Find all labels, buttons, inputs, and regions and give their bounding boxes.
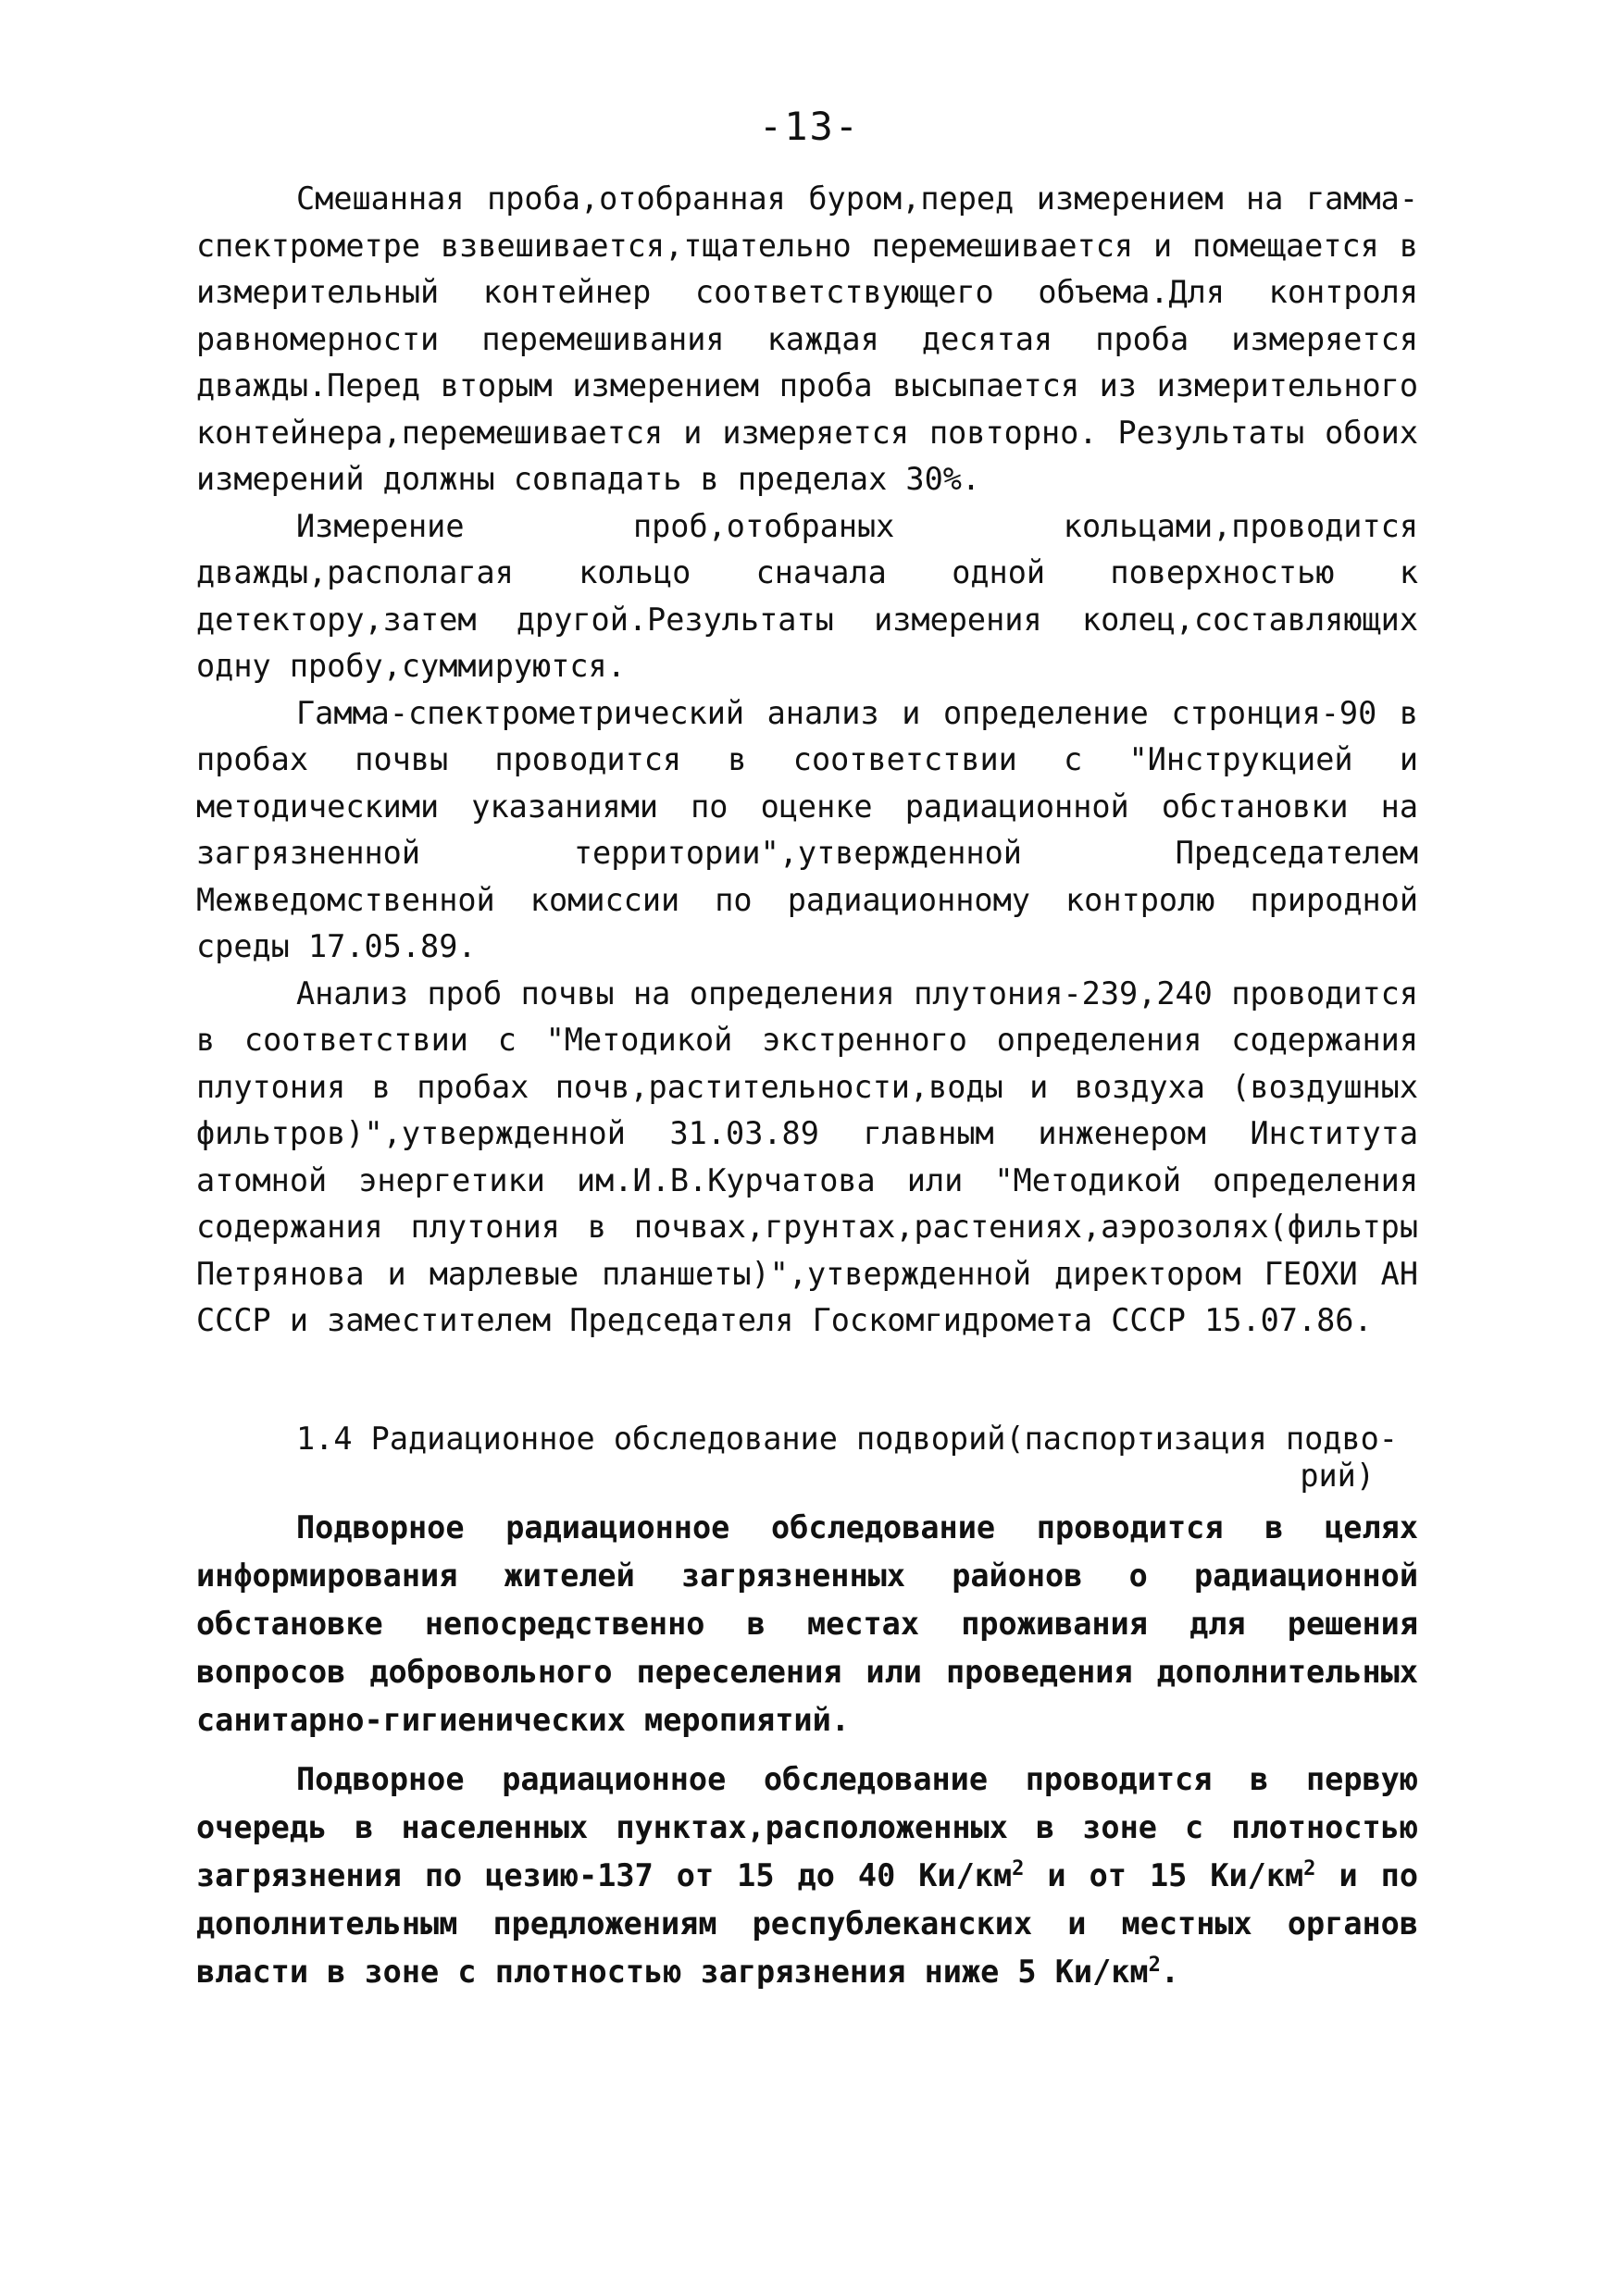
paragraph-gamma-analysis: Гамма-спектрометрический анализ и определение стронция-90 в пробах почвы проводится в соответствии с "Инструкцией и методическими указаниями по оценке радиационной обстановки на загрязненной территории",утвержденной Председателем Межведомственной комиссии по радиационному контролю природной среды 17.05.89. <box>196 694 1418 964</box>
survey-scope-end: . <box>1160 1954 1180 1990</box>
superscript-2: 2 <box>1012 1856 1025 1880</box>
section-body <box>196 1504 1418 2007</box>
survey-scope-text-2: и от 15 Ки/км <box>1024 1857 1304 1893</box>
section-heading-title: 1.4 Радиационное обследование подворий(паспортизация подво- <box>296 1421 1398 1457</box>
superscript-2: 2 <box>1148 1953 1161 1977</box>
paragraph-survey-scope <box>196 1756 1418 1996</box>
paragraph-survey-purpose: Подворное радиационное обследование проводится в целях информирования жителей загрязненных районов о радиационной обстановке непосредственно в местах проживания для решения вопросов добровольного переселения или проведения дополнительных санитарно-гигиенических меропиятий. <box>196 1509 1418 1738</box>
survey-scope-text-1: Подворное радиационное обследование проводится в первую очередь в населенных пунктах,расположенных в зоне с плотностью загрязнения по цезию-137 от 15 до 40 Ки/км <box>196 1761 1418 1893</box>
paragraph-sample-mixing: Смешанная проба,отобранная буром,перед измерением на гамма-спектрометре взвешивается,тщательно перемешивается и помещается в измерительный контейнер соответствующего объема.Для контроля равномерности перемешивания каждая десятая проба измеряется дважды.Перед вторым измерением проба высыпается из измерительного контейнера,перемешивается и измеряется повторно. Результаты обоих измерений должны совпадать в пределах 30%. <box>196 180 1418 497</box>
section-heading <box>296 1421 1426 1495</box>
document-body <box>196 176 1418 1345</box>
section-heading-continuation: рий) <box>1300 1458 1375 1494</box>
paragraph-plutonium-analysis: Анализ проб почвы на определения плутония-239,240 проводится в соответствии с "Методикой экстренного определения содержания плутония в пробах почв,растительности,воды и воздуха (воздушных фильтров)",утвержденной 31.03.89 главным инженером Института атомной энергетики им.И.В.Курчатова или "Методикой определения содержания плутония в почвах,грунтах,растениях,аэрозолях(фильтры Петрянова и марлевые планшеты)",утвержденной директором ГЕОХИ АН СССР и заместителем Председателя Госкомгидромета СССР 15.07.86. <box>196 974 1418 1338</box>
paragraph-ring-measurement: Измерение проб,отобраных кольцами,проводится дважды,располагая кольцо сначала одной поверхностью к детектору,затем другой.Результаты измерения колец,составляющих одну пробу,суммируются. <box>196 507 1418 684</box>
superscript-2: 2 <box>1303 1856 1316 1880</box>
survey-scope-text-3: и по дополнительным предложениям республеканских и местных органов власти в зоне с плотностью загрязнения ниже 5 Ки/км <box>196 1857 1418 1990</box>
page-number: -13- <box>758 104 861 149</box>
